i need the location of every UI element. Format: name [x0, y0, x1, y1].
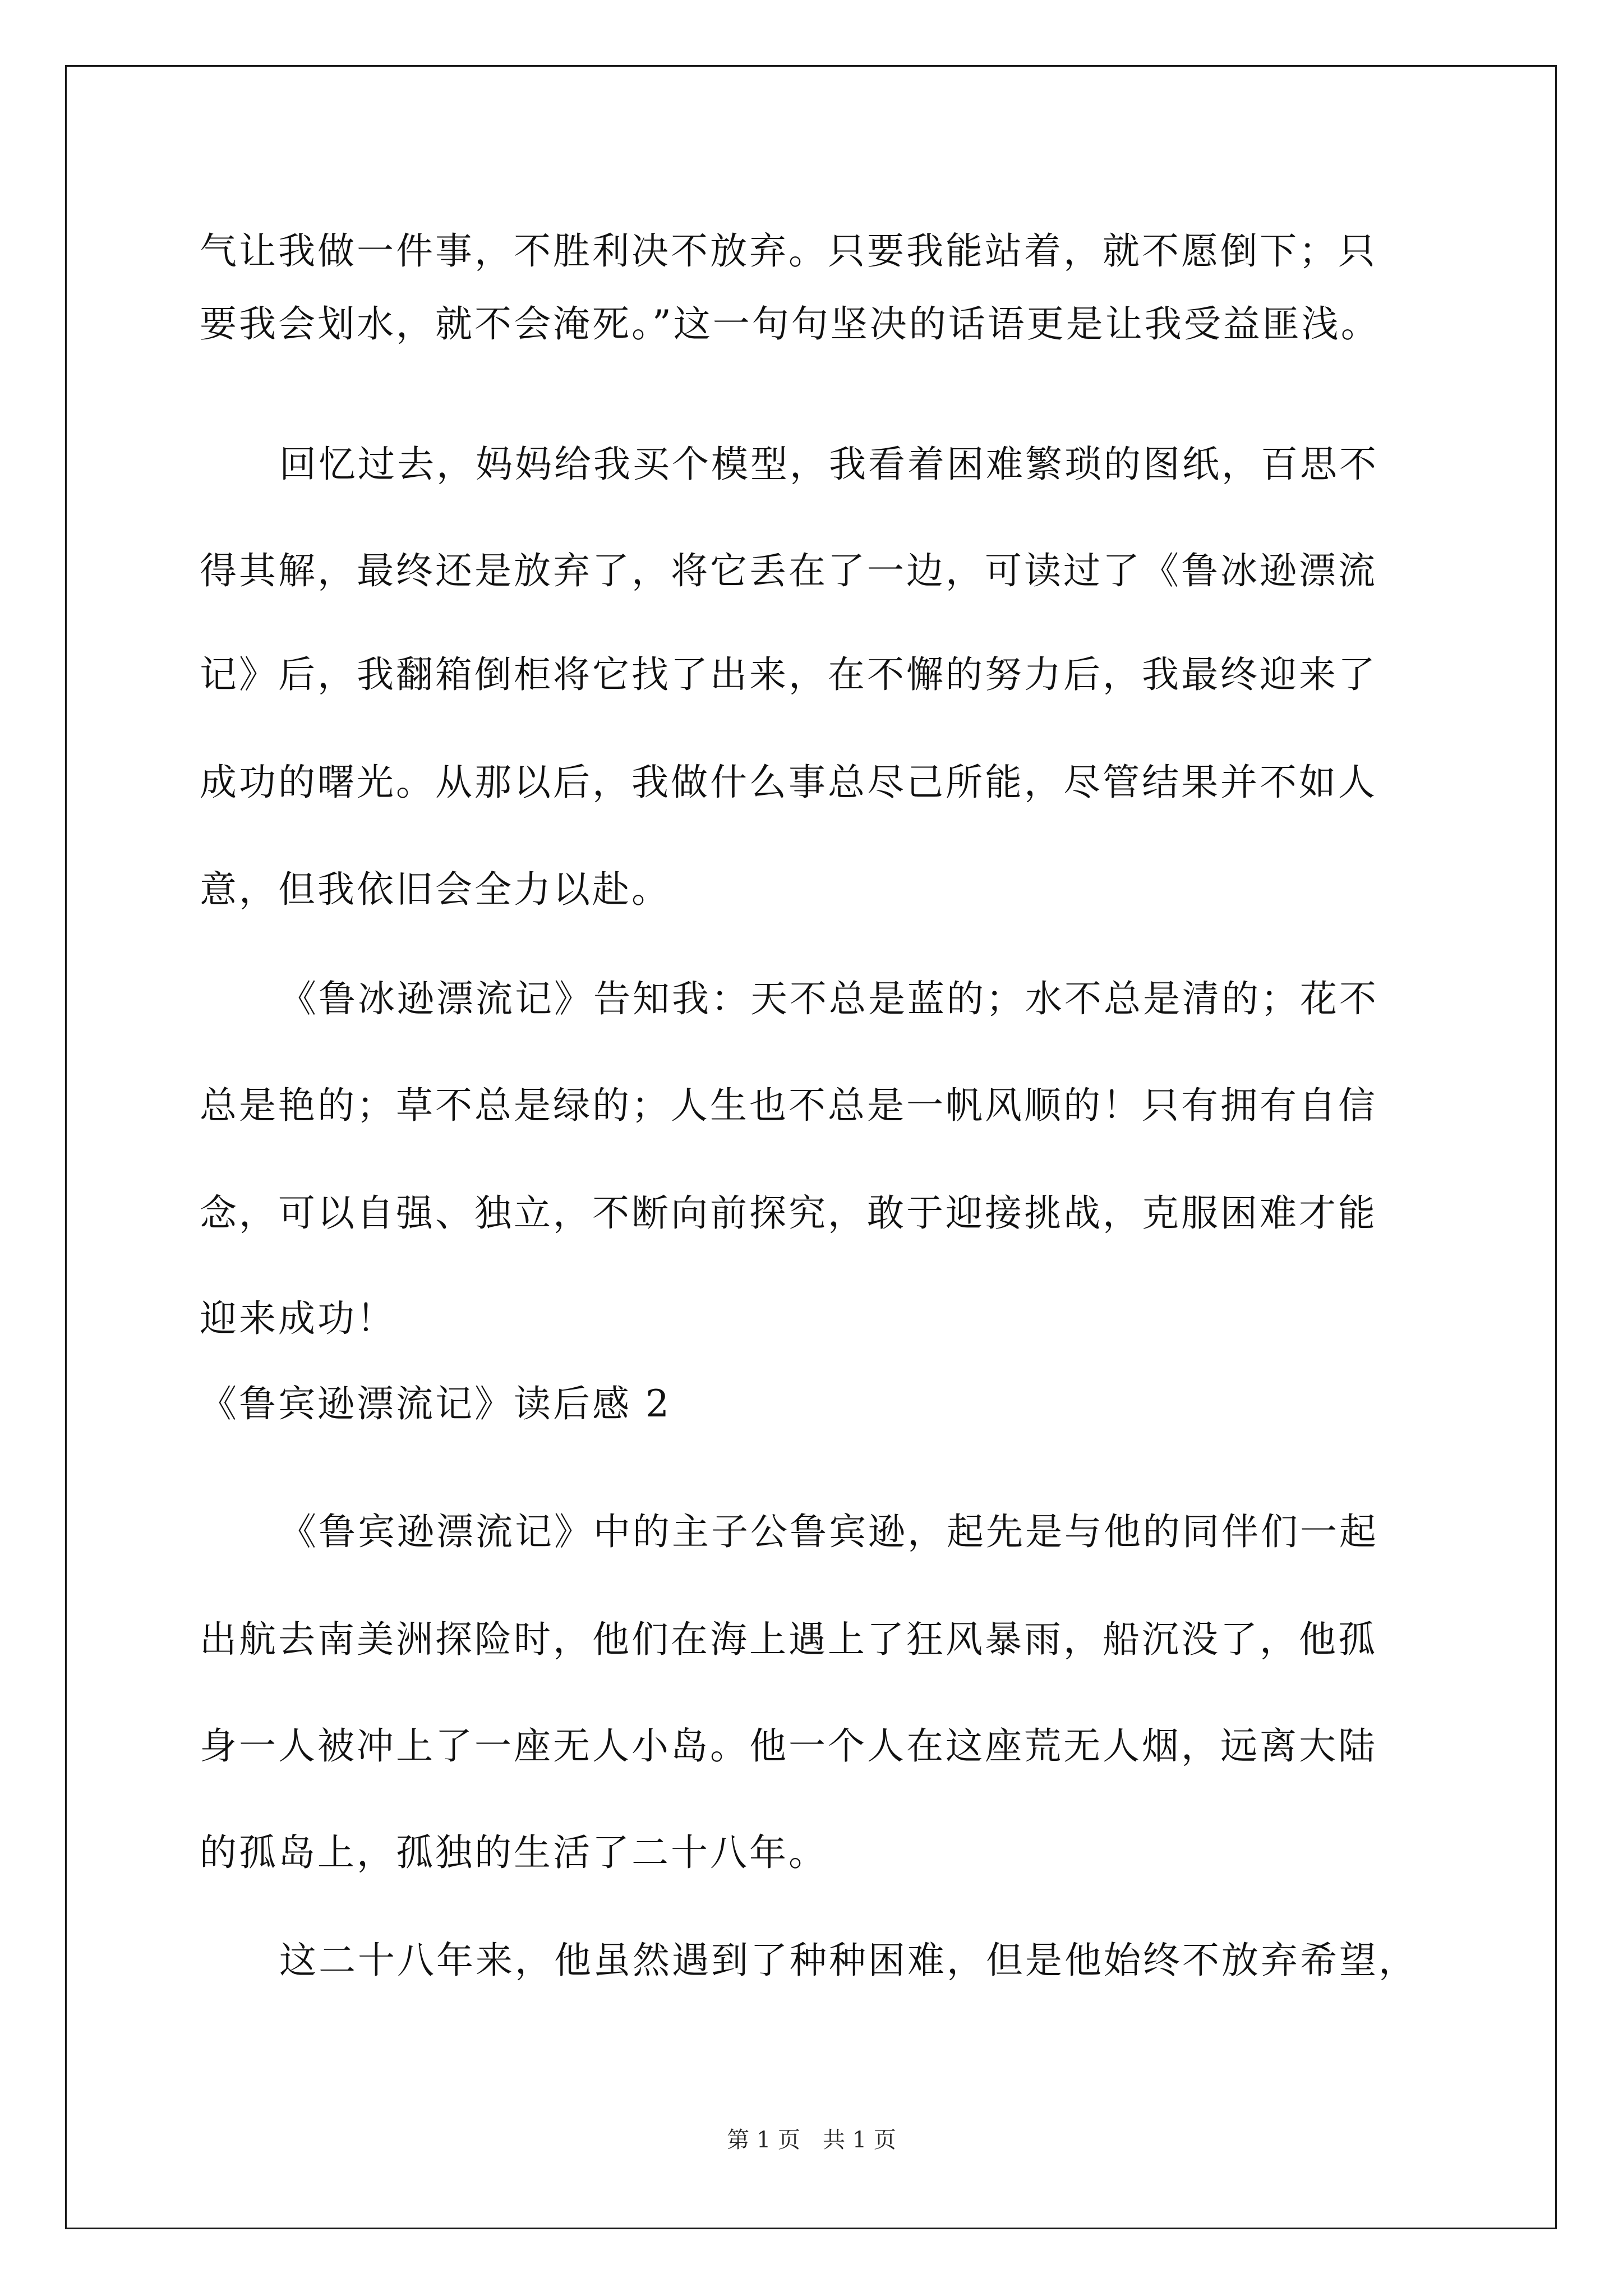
text-line: 意，但我依旧会全力以赴。 — [200, 868, 671, 911]
page-border — [65, 65, 1557, 2229]
paragraph-start-line: 回忆过去，妈妈给我买个模型，我看着困难繁琐的图纸，百思不 — [279, 443, 1378, 486]
text-line: 念，可以自强、独立，不断向前探究，敢于迎接挑战，克服困难才能 — [200, 1191, 1377, 1235]
text-line: 记》后，我翻箱倒柜将它找了出来，在不懈的努力后，我最终迎来了 — [200, 653, 1377, 696]
text-line: 要我会划水，就不会淹死。”这一句句坚决的话语更是让我受益匪浅。 — [200, 302, 1380, 346]
text-line: 迎来成功！ — [200, 1297, 396, 1340]
paragraph-start-line: 《鲁宾逊漂流记》中的主子公鲁宾逊，起先是与他的同伴们一起 — [279, 1510, 1378, 1553]
section-heading: 《鲁宾逊漂流记》读后感 2 — [200, 1382, 671, 1425]
paragraph-start-line: 《鲁冰逊漂流记》告知我：天不总是蓝的；水不总是清的；花不 — [279, 977, 1378, 1020]
text-line: 出航去南美洲探险时，他们在海上遇上了狂风暴雨，船沉没了，他孤 — [200, 1618, 1377, 1661]
text-line: 身一人被冲上了一座无人小岛。他一个人在这座荒无人烟，远离大陆 — [200, 1724, 1377, 1768]
text-line: 成功的曙光。从那以后，我做什么事总尽己所能，尽管结果并不如人 — [200, 761, 1377, 804]
paragraph-start-line: 这二十八年来，他虽然遇到了种种困难，但是他始终不放弃希望， — [279, 1939, 1418, 1982]
text-line: 得其解，最终还是放弃了，将它丢在了一边，可读过了《鲁冰逊漂流 — [200, 549, 1377, 592]
text-line: 总是艳的；草不总是绿的；人生也不总是一帆风顺的！只有拥有自信 — [200, 1084, 1377, 1127]
text-line: 气让我做一件事，不胜利决不放弃。只要我能站着，就不愿倒下；只 — [200, 229, 1377, 273]
text-line: 的孤岛上，孤独的生活了二十八年。 — [200, 1831, 828, 1874]
page-number-footer: 第 1 页 共 1 页 — [727, 2127, 896, 2153]
